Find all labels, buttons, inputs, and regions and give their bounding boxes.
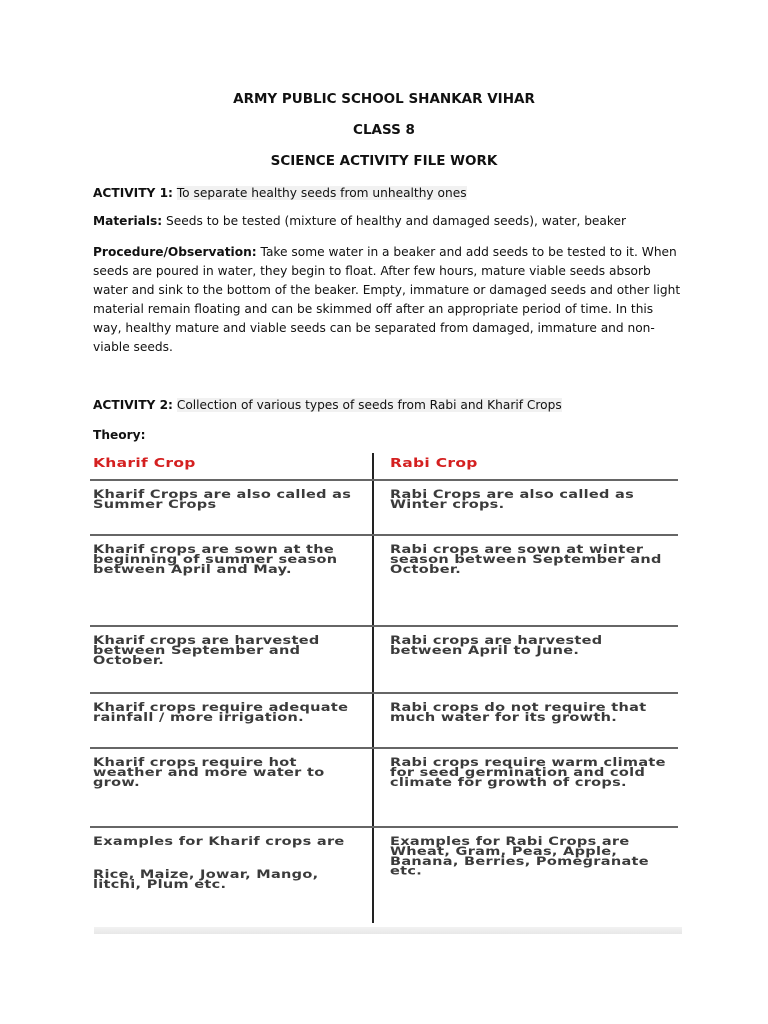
kharif-row-3: Kharif crops are harvested between September and October.: [93, 634, 320, 668]
activity-1-label: ACTIVITY 1:: [93, 186, 173, 200]
procedure-label: Procedure/Observation:: [93, 245, 257, 259]
rabi-row-2: Rabi crops are sown at winter season between September and October.: [390, 543, 662, 577]
kharif-row-2: Kharif crops are sown at the beginning of summer season between April and May.: [93, 543, 338, 577]
row-divider: [90, 747, 678, 749]
row-divider: [90, 534, 678, 536]
rabi-row-6: Examples for Rabi Crops are Wheat, Gram, Peas, Apple, Banana, Berries, Pomegranate etc.: [390, 835, 649, 878]
row-divider: [90, 826, 678, 828]
materials-text: Seeds to be tested (mixture of healthy and damaged seeds), water, beaker: [166, 214, 627, 228]
row-divider: [90, 692, 678, 694]
activity-2-line: [93, 396, 683, 415]
kharif-row-5: Kharif crops require hot weather and more water to grow.: [93, 756, 325, 790]
activity-2-title: Collection of various types of seeds from Rabi and Kharif Crops: [176, 398, 562, 412]
kharif-row-6: Examples for Kharif crops are: [93, 835, 345, 849]
row-divider: [90, 479, 678, 481]
row-divider: [90, 625, 678, 627]
materials-line: [93, 212, 683, 231]
school-name: ARMY PUBLIC SCHOOL SHANKAR VIHAR: [233, 91, 535, 107]
class-heading: CLASS 8: [353, 122, 415, 138]
activity-2-label: ACTIVITY 2:: [93, 398, 173, 412]
kharif-rabi-comparison-table: [86, 449, 682, 934]
kharif-row-4: Kharif crops require adequate rainfall / more irrigation.: [93, 701, 349, 725]
procedure-text: Take some water in a beaker and add seeds to be tested to it. When seeds are poured in water, they begin to float. After few hours, mature viable seeds absorb water and sink to the bottom of the beaker. Empty, immature or damaged seeds and other light material remain floating and can be skimmed off after an appropriate period of time. In this way, healthy mature and viable seeds can be separated from damaged, immature and non-viable seeds.: [93, 245, 681, 354]
procedure-paragraph: [93, 243, 683, 357]
rabi-row-4: Rabi crops do not require that much water for its growth.: [390, 701, 647, 725]
header-kharif-crop: Kharif Crop: [93, 455, 196, 471]
materials-label: Materials:: [93, 214, 163, 228]
subject-heading: SCIENCE ACTIVITY FILE WORK: [270, 153, 498, 169]
theory-label-line: [93, 426, 683, 445]
activity-1-title: To separate healthy seeds from unhealthy ones: [176, 186, 467, 200]
rabi-row-3: Rabi crops are harvested between April to June.: [390, 634, 603, 658]
rabi-row-1: Rabi Crops are also called as Winter crops.: [390, 488, 635, 512]
column-divider: [372, 453, 374, 923]
kharif-examples-list: Rice, Maize, Jowar, Mango, litchi, Plum etc.: [93, 868, 319, 892]
rabi-row-5: Rabi crops require warm climate for seed germination and cold climate for growth of crops.: [390, 756, 666, 790]
table-bottom-edge: [94, 927, 682, 934]
activity-1-line: [93, 184, 683, 203]
kharif-row-1: Kharif Crops are also called as Summer Crops: [93, 488, 352, 512]
header-rabi-crop: Rabi Crop: [390, 455, 478, 471]
theory-label: Theory:: [93, 428, 146, 442]
